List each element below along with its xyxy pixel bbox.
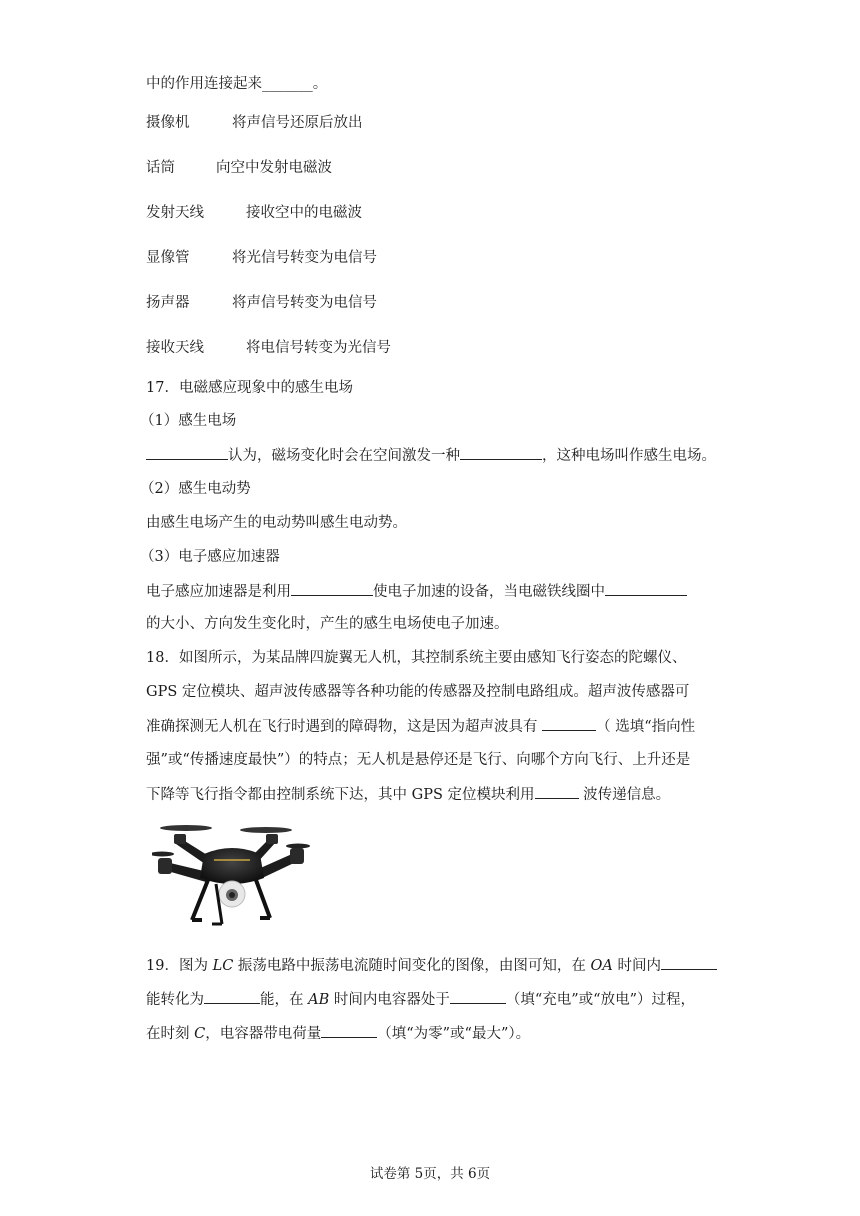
blank[interactable] (542, 716, 596, 731)
q17-title: 17．电磁感应现象中的感生电场 (146, 380, 353, 396)
q17-s2-text: 由感生电场产生的电动势叫感生电动势。 (146, 515, 407, 531)
matching-right: 将声信号转变为电信号 (232, 295, 377, 311)
matching-right: 接收空中的电磁波 (246, 205, 362, 221)
q18-line-3: 准确探测无人机在飞行时遇到的障碍物，这是因为超声波具有 （ 选填“指向性 (146, 716, 695, 737)
q18-line-2: GPS 定位模块、超声波传感器等各种功能的传感器及控制电路组成。超声波传感器可 (146, 684, 690, 700)
intro-line: 中的作用连接起来_______。 (146, 76, 328, 92)
blank[interactable] (535, 784, 579, 799)
matching-row (146, 203, 362, 223)
matching-right: 将光信号转变为电信号 (232, 250, 377, 266)
matching-left: 话筒 (146, 160, 175, 176)
page-footer: 试卷第 5页，共 6页 (369, 1166, 491, 1182)
blank[interactable] (146, 445, 228, 460)
blank[interactable] (291, 581, 373, 596)
quadcopter-drone-image (152, 820, 312, 930)
matching-row (146, 293, 377, 313)
matching-row (146, 158, 332, 178)
matching-right: 向空中发射电磁波 (216, 160, 332, 176)
q17-s3-text-2: 的大小、方向发生变化时，产生的感生电场使电子加速。 (146, 616, 509, 632)
q17-s3-text: 电子感应加速器是利用 使电子加速的设备，当电磁铁线圈中 (146, 581, 687, 602)
matching-row (146, 113, 363, 133)
q19-line-2: 能转化为 能，在 AB 时间内电容器处于 （填“充电”或“放电”）过程， (146, 989, 695, 1010)
q19-line-1: 19．图为 LC 振荡电路中振荡电流随时间变化的图像，由图可知，在 OA 时间内 (146, 955, 717, 976)
blank[interactable] (450, 989, 506, 1004)
blank[interactable] (460, 445, 542, 460)
matching-row (146, 248, 377, 268)
matching-left: 发射天线 (146, 205, 204, 221)
q18-line-1: 18．如图所示，为某品牌四旋翼无人机，其控制系统主要由感知飞行姿态的陀螺仪、 (146, 650, 687, 666)
blank[interactable] (321, 1023, 377, 1038)
q17-s1-title: （1）感生电场 (140, 413, 237, 429)
q17-s3-title: （3）电子感应加速器 (140, 549, 280, 565)
matching-left: 扬声器 (146, 295, 190, 311)
blank[interactable] (605, 581, 687, 596)
blank[interactable] (204, 989, 260, 1004)
blank[interactable] (661, 955, 717, 970)
q17-s2-title: （2）感生电动势 (140, 481, 251, 497)
q18-line-5: 下降等飞行指令都由控制系统下达，其中 GPS 定位模块利用 波传递信息。 (146, 784, 670, 805)
matching-left: 接收天线 (146, 340, 204, 356)
q18-line-4: 强”或“传播速度最快”）的特点；无人机是悬停还是飞行、向哪个方向飞行、上升还是 (146, 752, 691, 768)
matching-left: 摄像机 (146, 115, 190, 131)
matching-right: 将电信号转变为光信号 (246, 340, 391, 356)
matching-right: 将声信号还原后放出 (232, 115, 363, 131)
matching-left: 显像管 (146, 250, 190, 266)
q19-line-3: 在时刻 C，电容器带电荷量 （填“为零”或“最大”）。 (146, 1023, 530, 1044)
q17-s1-text: 认为，磁场变化时会在空间激发一种 ，这种电场叫作感生电场。 (146, 445, 716, 466)
matching-row (146, 338, 391, 358)
